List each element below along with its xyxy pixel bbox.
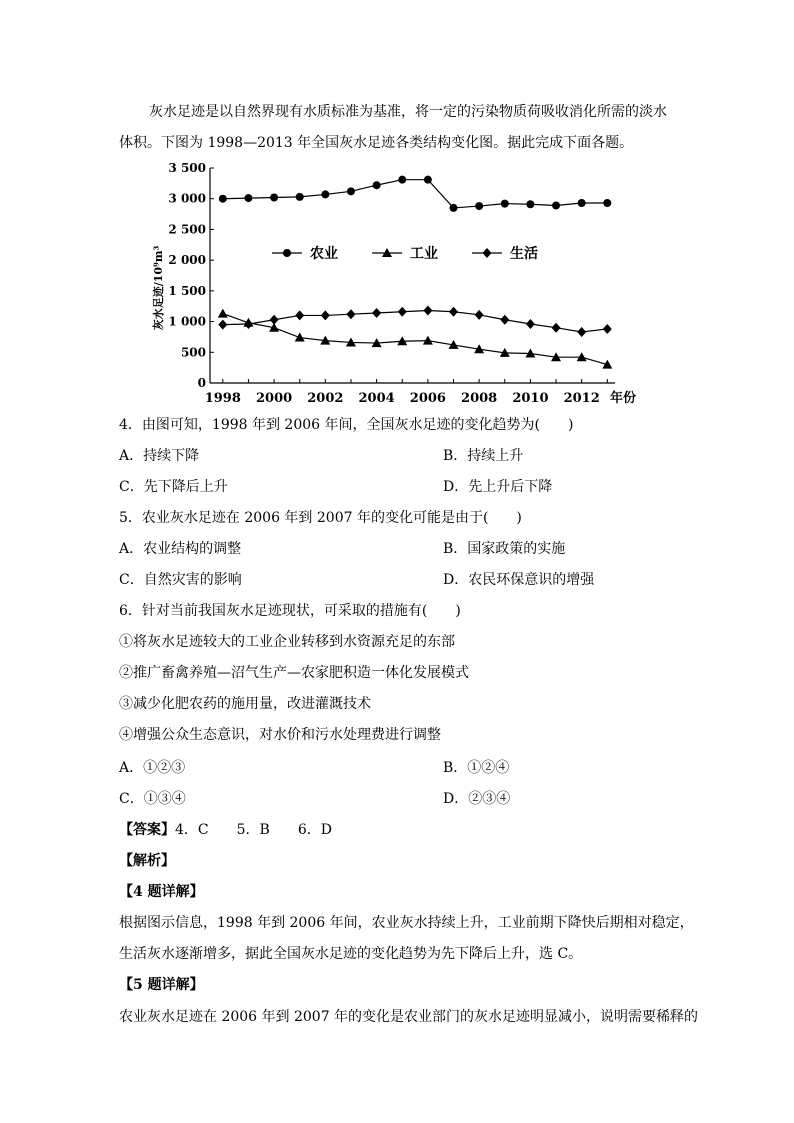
question-6-item-2: ②推广畜禽养殖—沼气生产—农家肥积造一体化发展模式 xyxy=(119,665,469,681)
data-point-3 xyxy=(423,306,432,316)
data-point-1 xyxy=(219,195,227,203)
data-point-1 xyxy=(321,190,329,198)
data-point-1 xyxy=(296,193,304,201)
y-tick-label: 2 500 xyxy=(168,222,206,237)
question-5-option-c: C．自然灾害的影响 xyxy=(119,572,242,588)
data-point-3 xyxy=(552,323,561,333)
question-4-option-d: D．先上升后下降 xyxy=(443,479,553,495)
data-point-3 xyxy=(449,307,458,317)
data-point-1 xyxy=(603,199,611,207)
data-point-3 xyxy=(321,310,330,320)
question-6-option-a: A．①②③ xyxy=(119,760,186,776)
data-point-1 xyxy=(398,176,406,184)
x-tick-label: 2000 xyxy=(255,391,293,406)
answer-line xyxy=(119,821,332,839)
x-tick-label: 2010 xyxy=(512,391,549,406)
x-tick-label: 2008 xyxy=(461,391,498,406)
question-4-option-b: B．持续上升 xyxy=(443,448,524,464)
series-line-1 xyxy=(223,180,607,208)
data-point-1 xyxy=(244,194,252,202)
series-line-2 xyxy=(223,314,607,365)
data-point-1 xyxy=(475,202,483,210)
data-point-1 xyxy=(270,193,278,201)
data-point-1 xyxy=(552,201,560,209)
legend-marker-1 xyxy=(283,249,291,257)
analysis-q4-title: 【4 题详解】 xyxy=(119,884,204,900)
analysis-q5-line-1: 农业灰水足迹在 2006 年到 2007 年的变化是农业部门的灰水足迹明显减小，说明需要稀释的 xyxy=(119,1009,699,1025)
data-point-1 xyxy=(424,176,432,184)
grey-water-footprint-chart xyxy=(150,158,650,413)
data-point-3 xyxy=(218,320,227,330)
data-point-3 xyxy=(577,327,586,337)
data-point-3 xyxy=(244,319,253,329)
data-point-3 xyxy=(270,315,279,325)
x-tick-label: 2004 xyxy=(358,391,395,406)
data-point-2 xyxy=(218,309,228,318)
answer-label: 【答案】 xyxy=(119,822,175,838)
data-point-3 xyxy=(603,324,612,334)
question-6-option-d: D．②③④ xyxy=(443,791,511,807)
analysis-q4-line-1: 根据图示信息，1998 年到 2006 年间，农业灰水持续上升，工业前期下降快后期相对稳定， xyxy=(119,915,694,931)
question-6-option-b: B．①②④ xyxy=(443,760,510,776)
analysis-q5-title: 【5 题详解】 xyxy=(119,977,204,993)
question-6-item-4: ④增强公众生态意识，对水价和污水处理费进行调整 xyxy=(119,727,441,743)
data-point-1 xyxy=(347,187,355,195)
analysis-title: 【解析】 xyxy=(119,853,175,869)
y-tick-label: 500 xyxy=(180,345,206,360)
analysis-q4-line-2: 生活灰水逐渐增多，据此全国灰水足迹的变化趋势为先下降后上升，选 C。 xyxy=(119,946,583,962)
x-tick-label: 2012 xyxy=(563,391,600,406)
question-4-option-c: C．先下降后上升 xyxy=(119,479,228,495)
question-5-stem: 5．农业灰水足迹在 2006 年到 2007 年的变化可能是由于( ) xyxy=(119,510,522,526)
intro-line-1: 灰水足迹是以自然界现有水质标准为基准，将一定的污染物质荷吸收消化所需的淡水 xyxy=(149,104,667,120)
question-5-option-a: A．农业结构的调整 xyxy=(119,541,242,557)
data-point-1 xyxy=(526,200,534,208)
legend-label-3: 生活 xyxy=(510,246,538,262)
answer-text: 4．C 5．B 6．D xyxy=(175,822,332,838)
legend-label-1: 农业 xyxy=(310,246,338,262)
intro-line-2: 体积。下图为 1998—2013 年全国灰水足迹各类结构变化图。据此完成下面各题。 xyxy=(119,135,634,151)
question-6-option-c: C．①③④ xyxy=(119,791,186,807)
data-point-3 xyxy=(398,307,407,317)
data-point-1 xyxy=(373,181,381,189)
y-tick-label: 2 000 xyxy=(168,253,206,268)
question-5-option-d: D．农民环保意识的增强 xyxy=(443,572,595,588)
question-4-option-a: A．持续下降 xyxy=(119,448,200,464)
y-axis-label: 灰水足迹/10⁹m³ xyxy=(152,245,165,331)
x-axis-unit: 年份 xyxy=(610,391,637,406)
question-4-stem: 4．由图可知，1998 年到 2006 年间，全国灰水足迹的变化趋势为( ) xyxy=(119,417,574,433)
y-tick-label: 0 xyxy=(197,376,206,390)
data-point-1 xyxy=(501,200,509,208)
series-line-3 xyxy=(223,311,607,333)
x-tick-label: 2002 xyxy=(307,391,344,406)
data-point-3 xyxy=(526,319,535,329)
legend-marker-3 xyxy=(483,248,492,258)
data-point-3 xyxy=(372,308,381,318)
data-point-3 xyxy=(346,309,355,319)
question-5-option-b: B．国家政策的实施 xyxy=(443,541,566,557)
data-point-3 xyxy=(475,310,484,320)
data-point-3 xyxy=(500,315,509,325)
y-tick-label: 3 000 xyxy=(168,191,206,206)
x-tick-label: 1998 xyxy=(204,391,241,406)
y-tick-label: 3 500 xyxy=(168,161,206,175)
data-point-2 xyxy=(295,333,305,342)
data-point-3 xyxy=(295,310,304,320)
y-tick-label: 1 000 xyxy=(168,314,206,329)
x-tick-label: 2006 xyxy=(409,391,446,406)
question-6-item-1: ①将灰水足迹较大的工业企业转移到水资源充足的东部 xyxy=(119,634,455,650)
question-6-item-3: ③减少化肥农药的施用量，改进灌溉技术 xyxy=(119,696,371,712)
data-point-1 xyxy=(450,204,458,212)
question-6-stem: 6．针对当前我国灰水足迹现状，可采取的措施有( ) xyxy=(119,603,461,619)
data-point-1 xyxy=(578,199,586,207)
legend-label-2: 工业 xyxy=(410,246,438,262)
y-tick-label: 1 500 xyxy=(168,283,206,298)
